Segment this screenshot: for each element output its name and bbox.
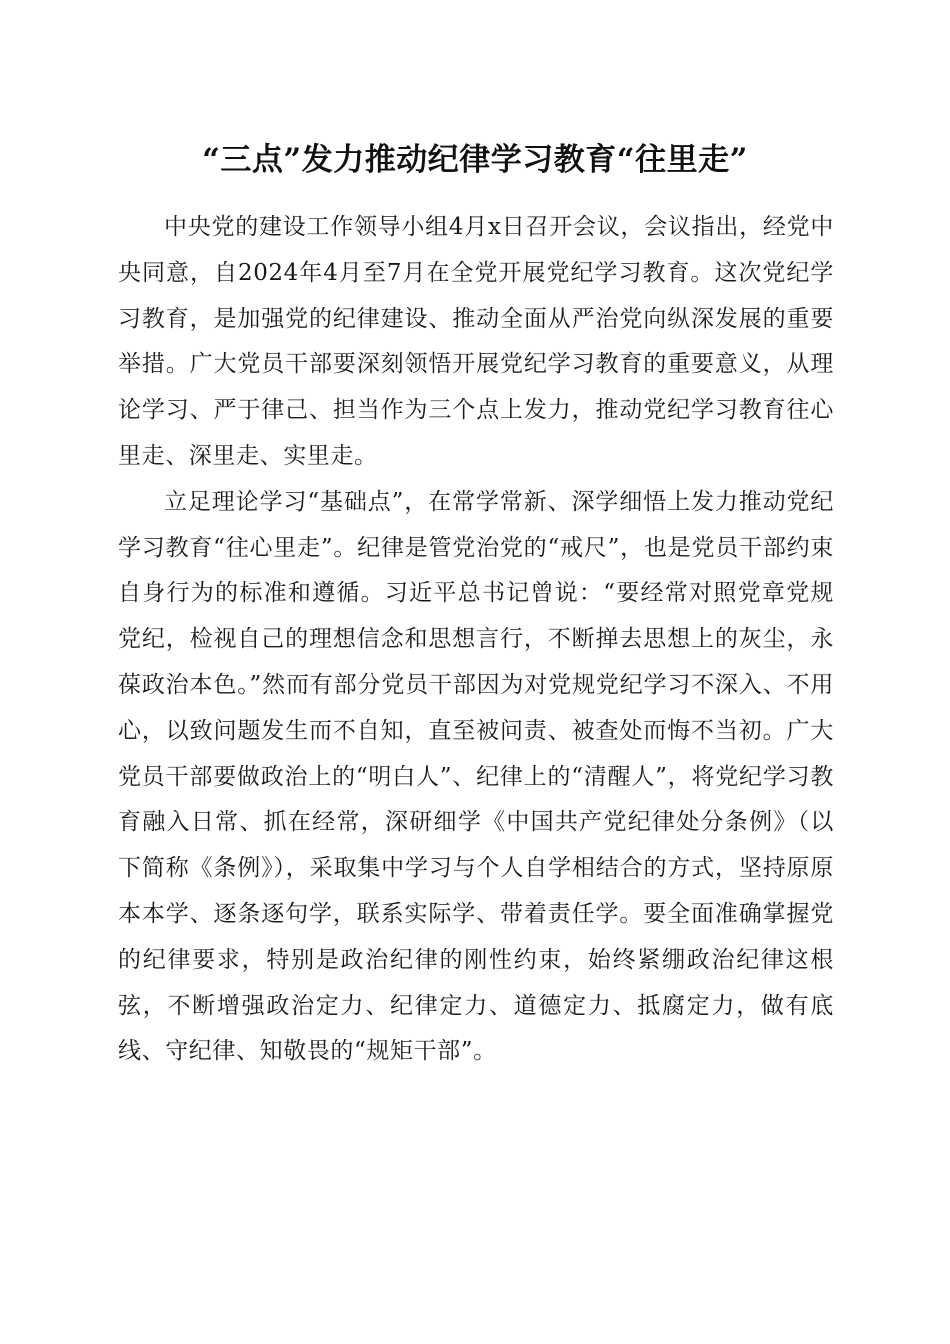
- paragraph-intro: 中央党的建设工作领导小组4月x日召开会议，会议指出，经党中央同意，自2024年4月至7月在全党开展党纪学习教育。这次党纪学习教育，是加强党的纪律建设、推动全面从严治党向纵深发展的重要举措。广大党员干部要深刻领悟开展党纪学习教育的重要意义，从理论学习、严于律己、担当作为三个点上发力，推动党纪学习教育往心里走、深里走、实里走。: [118, 214, 834, 469]
- paragraph-theory-study: 立足理论学习“基础点”，在常学常新、深学细悟上发力推动党纪学习教育“往心里走”。纪律是管党治党的“戒尺”，也是党员干部约束自身行为的标准和遵循。习近平总书记曾说：“要经常对照党章党规党纪，检视自己的理想信念和思想言行，不断掸去思想上的灰尘，永葆政治本色。”然而有部分党员干部因为对党规党纪学习不深入、不用心，以致问题发生而不自知，直至被问责、被查处而悔不当初。广大党员干部要做政治上的“明白人”、纪律上的“清醒人”，将党纪学习教育融入日常、抓在经常，深研细学《中国共产党纪律处分条例》（以下简称《条例》），采取集中学习与个人自学相结合的方式，坚持原原本本学、逐条逐句学，联系实际学、带着责任学。要全面准确掌握党的纪律要求，特别是政治纪律的刚性约束，始终紧绷政治纪律这根弦，不断增强政治定力、纪律定力、道德定力、抵腐定力，做有底线、守纪律、知敬畏的“规矩干部”。: [118, 488, 834, 1065]
- document-title: “三点”发力推动纪律学习教育“往里走”: [202, 142, 748, 178]
- document-body: [118, 205, 834, 1075]
